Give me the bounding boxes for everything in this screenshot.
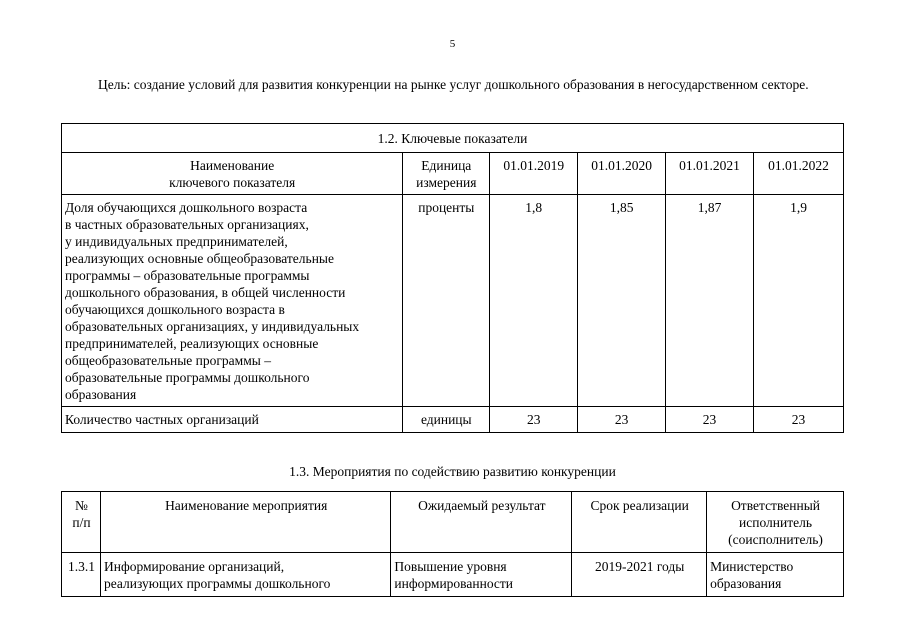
goal-paragraph: Цель: создание условий для развития конкуренции на рынке услуг дошкольного образования в негосударственном секторе. bbox=[98, 77, 809, 92]
header-number: № п/п bbox=[62, 492, 101, 553]
header-date-2020: 01.01.2020 bbox=[578, 153, 666, 195]
key-indicators-title: 1.2. Ключевые показатели bbox=[62, 124, 844, 153]
measures-header-row bbox=[62, 492, 844, 553]
header-executor: Ответственный исполнитель (соисполнитель) bbox=[707, 492, 844, 553]
table-row bbox=[62, 195, 844, 407]
measure-name: Информирование организаций, реализующих программы дошкольного bbox=[100, 553, 390, 597]
table-row bbox=[62, 407, 844, 433]
indicator-value: 23 bbox=[490, 407, 578, 433]
indicator-value: 1,85 bbox=[578, 195, 666, 407]
header-measure-name: Наименование мероприятия bbox=[100, 492, 390, 553]
indicator-name: Количество частных организаций bbox=[62, 407, 403, 433]
table-row bbox=[62, 553, 844, 597]
measure-term: 2019-2021 годы bbox=[572, 553, 707, 597]
header-expected-result: Ожидаемый результат bbox=[391, 492, 572, 553]
header-term: Срок реализации bbox=[572, 492, 707, 553]
indicator-value: 1,9 bbox=[754, 195, 844, 407]
header-date-2019: 01.01.2019 bbox=[490, 153, 578, 195]
indicator-value: 23 bbox=[578, 407, 666, 433]
measures-table-title: 1.3. Мероприятия по содействию развитию конкуренции bbox=[289, 464, 616, 479]
indicator-value: 23 bbox=[754, 407, 844, 433]
key-indicators-table bbox=[61, 123, 844, 433]
indicator-value: 23 bbox=[666, 407, 754, 433]
indicator-unit: единицы bbox=[403, 407, 490, 433]
measure-result: Повышение уровня информированности bbox=[391, 553, 572, 597]
indicator-unit: проценты bbox=[403, 195, 490, 407]
indicator-value: 1,8 bbox=[490, 195, 578, 407]
header-date-2021: 01.01.2021 bbox=[666, 153, 754, 195]
header-date-2022: 01.01.2022 bbox=[754, 153, 844, 195]
measure-number: 1.3.1 bbox=[62, 553, 101, 597]
measures-table bbox=[61, 491, 844, 597]
page-number: 5 bbox=[449, 38, 456, 50]
header-indicator-name: Наименование ключевого показателя bbox=[62, 153, 403, 195]
indicator-name: Доля обучающихся дошкольного возраста в частных образовательных организациях, у индивидуальных предпринимателей, реализующих основные общеобразовательные программы – образовательные программы дошкольного образования, в общей численности обучающихся дошкольного возраста в образовательных организациях, у индивидуальных предпринимателей, реализующих основные общеобразовательные программы – образовательные программы дошкольного образования bbox=[62, 195, 403, 407]
key-indicators-header-row bbox=[62, 153, 844, 195]
header-unit: Единица измерения bbox=[403, 153, 490, 195]
measure-executor: Министерство образования bbox=[707, 553, 844, 597]
indicator-value: 1,87 bbox=[666, 195, 754, 407]
